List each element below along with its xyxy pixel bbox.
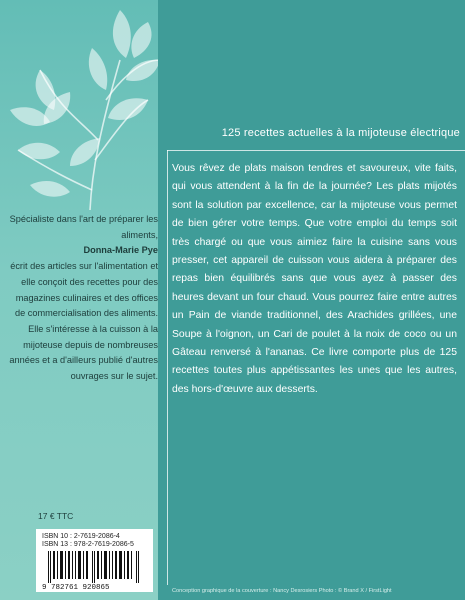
barcode-icon — [40, 551, 150, 591]
divider-horizontal — [167, 150, 465, 151]
author-bio-intro: Spécialiste dans l'art de préparer les aliments, — [9, 214, 158, 240]
barcode-digits: 9 782761 920865 — [42, 584, 110, 591]
author-bio — [8, 212, 158, 385]
isbn-10: ISBN 10 : 2-7619-2086-4 — [42, 533, 120, 540]
divider-vertical — [167, 150, 168, 585]
price-label: 17 € TTC — [38, 511, 74, 521]
barcode-box — [36, 529, 153, 592]
book-description: Vous rêvez de plats maison tendres et savoureux, vite faits, qui vous attendent à la fin de la journée? Les plats mijotés sont la solution par excellence, car la mijoteuse vous permet de bien gérer votre temps. Que votre emploi du temps soit très chargé ou que vous aimiez faire la cuisine sans vous presser, cet appareil de cuisson vous aidera à préparer des repas bien équilibrés sans que vous ayez à passer des heures devant un four chaud. Vous pourrez faire entre autres un Pain de viande traditionnel, des Arachides grillées, une Soupe à l'oignon, un Cari de poulet à la noix de coco ou un Gâteau renversé à l'ananas. Ce livre comporte plus de 125 recettes toutes plus appétissantes les unes que les autres, des hors-d'œuvre aux desserts. — [172, 163, 457, 395]
leaf-branch-icon — [0, 0, 170, 215]
isbn-13: ISBN 13 : 978-2-7619-2086-5 — [42, 541, 134, 548]
author-name: Donna-Marie Pye — [83, 245, 158, 256]
credits-line: Conception graphique de la couverture : Nancy Desrosiers Photo : © Brand X / FirstLight — [172, 588, 392, 594]
left-panel — [0, 0, 158, 600]
author-bio-rest: écrit des articles sur l'alimentation et elle conçoit des recettes pour des magazines culinaires et des offices de commercialisation des aliments. Elle s'intéresse à la cuisson à la mijoteuse depuis de nombreuses années et a d'ailleurs publié d'autres ouvrages sur le sujet. — [9, 261, 158, 382]
header-title: 125 recettes actuelles à la mijoteuse électrique — [221, 127, 460, 139]
